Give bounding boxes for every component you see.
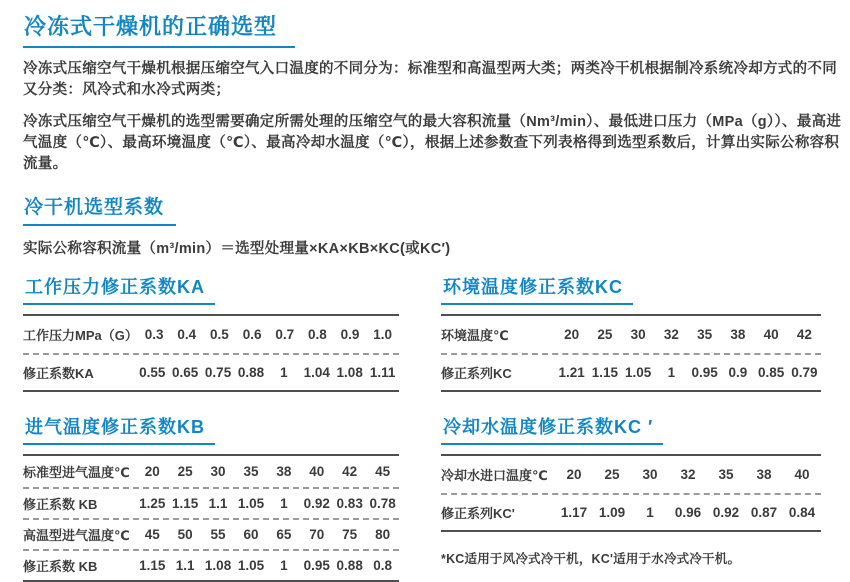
intro-paragraph-2: 冷冻式压缩空气干燥机的选型需要确定所需处理的压缩空气的最大容积流量（Nm³/min）、最低进口压力（MPa（g））、最高进气温度（℃）、最高环境温度（℃）、最高冷却水温度（℃），根据上述参数查下列表格得到选型系数后，计算出实际公称容积流量。	[23, 114, 842, 172]
table-ka	[23, 314, 399, 392]
row-label: 高温型进气温度℃	[23, 528, 130, 543]
table-cell: 0.79	[791, 365, 818, 380]
table-row	[23, 353, 399, 390]
row-label: 修正系数 KB	[23, 559, 98, 574]
table-cell: 1.17	[560, 505, 588, 520]
table-cell: 25	[597, 327, 613, 342]
table-cell: 1.25	[139, 496, 166, 511]
row-label: 冷却水进口温度℃	[441, 468, 548, 483]
table-cell: 1.21	[558, 365, 585, 380]
table-cell: 0.95	[691, 365, 718, 380]
table-kb	[23, 454, 399, 582]
tables-grid	[23, 273, 846, 582]
row-label: 工作压力MPa（G）	[23, 328, 138, 343]
section-kb	[23, 413, 399, 582]
table-cell: 45	[144, 527, 160, 542]
table-cell: 0.92	[303, 496, 330, 511]
table-cell: 80	[375, 527, 391, 542]
table-cell: 1.15	[172, 496, 199, 511]
table-row	[23, 549, 399, 580]
table-cell: 0.3	[144, 327, 164, 342]
table-cell: 38	[276, 464, 292, 479]
table-cell: 32	[680, 467, 696, 482]
formula-text: 实际公称容积流量（m³/min）＝选型处理量×KA×KB×KC(或KC′)	[23, 241, 451, 257]
table-cell: 70	[309, 527, 325, 542]
table-kc	[441, 314, 821, 392]
table-cell: 40	[309, 464, 325, 479]
row-label: 修正系数KA	[23, 366, 94, 381]
table-cell: 1.1	[208, 496, 228, 511]
table-row	[441, 493, 821, 530]
table-title-kb: 进气温度修正系数KB	[23, 413, 215, 445]
table-cell: 38	[756, 467, 772, 482]
table-cell: 0.7	[275, 327, 295, 342]
table-cell: 0.88	[237, 365, 265, 380]
table-cell: 30	[630, 327, 646, 342]
table-cell: 25	[604, 467, 620, 482]
table-title-kc-prime: 冷却水温度修正系数KC ′	[441, 413, 663, 445]
table-cell: 50	[177, 527, 193, 542]
table-cell: 40	[763, 327, 779, 342]
table-cell: 35	[718, 467, 734, 482]
table-cell: 0.88	[336, 558, 363, 573]
section-ka	[23, 273, 399, 392]
table-title-kc: 环境温度修正系数KC	[441, 273, 633, 305]
table-row	[441, 316, 821, 353]
table-cell: 0.55	[139, 365, 166, 380]
section-kc-prime	[441, 413, 821, 582]
table-cell: 40	[794, 467, 810, 482]
section-title-wrap	[23, 192, 846, 226]
table-cell: 0.8	[307, 327, 327, 342]
table-cell: 32	[663, 327, 679, 342]
table-cell: 1	[646, 505, 654, 520]
table-row	[23, 487, 399, 518]
table-cell: 1	[280, 558, 288, 573]
table-kc-prime	[441, 454, 821, 532]
table-cell: 75	[342, 527, 358, 542]
table-cell: 1.11	[369, 365, 396, 380]
table-cell: 45	[375, 464, 391, 479]
table-cell: 0.75	[204, 365, 232, 380]
table-cell: 0.92	[712, 505, 740, 520]
table-cell: 60	[243, 527, 259, 542]
table-cell: 0.85	[757, 365, 785, 380]
table-cell: 35	[697, 327, 713, 342]
table-cell: 0.95	[303, 558, 330, 573]
table-cell: 1.09	[598, 505, 626, 520]
table-cell: 65	[276, 527, 292, 542]
table-cell: 0.96	[674, 505, 702, 520]
table-title-ka: 工作压力修正系数KA	[23, 273, 215, 305]
row-label: 环境温度℃	[441, 328, 509, 343]
table-cell: 0.84	[788, 505, 816, 520]
table-cell: 42	[342, 464, 358, 479]
table-cell: 38	[730, 327, 746, 342]
table-cell: 1	[280, 496, 288, 511]
table-cell: 0.6	[242, 327, 262, 342]
page-title: 冷冻式干燥机的正确选型	[23, 10, 295, 48]
table-cell: 1.08	[336, 365, 363, 380]
table-cell: 55	[210, 527, 226, 542]
table-cell: 0.78	[369, 496, 396, 511]
table-cell: 20	[566, 467, 582, 482]
table-cell: 1.15	[139, 558, 166, 573]
table-cell: 35	[243, 464, 259, 479]
table-row	[441, 456, 821, 493]
table-cell: 1.05	[624, 365, 652, 380]
table-row	[23, 316, 399, 353]
section-kc	[441, 273, 821, 392]
table-cell: 1.08	[204, 558, 232, 573]
table-cell: 20	[144, 464, 160, 479]
intro-paragraph-1: 冷冻式压缩空气干燥机根据压缩空气入口温度的不同分为：标准型和高温型两大类；两类冷干机根据制冷系统冷却方式的不同又分类：风冷式和水冷式两类；	[23, 61, 837, 98]
section-title: 冷干机选型系数	[23, 192, 176, 226]
table-row	[441, 353, 821, 390]
table-cell: 30	[210, 464, 226, 479]
row-label: 标准型进气温度℃	[23, 465, 130, 480]
table-cell: 0.65	[172, 365, 199, 380]
table-cell: 1	[667, 365, 676, 380]
table-cell: 1.15	[591, 365, 619, 380]
table-cell: 20	[564, 327, 580, 342]
table-cell: 0.83	[336, 496, 363, 511]
table-cell: 1	[280, 365, 288, 380]
table-cell: 1.05	[237, 558, 265, 573]
table-row	[23, 456, 399, 487]
table-cell: 0.9	[340, 327, 360, 342]
table-cell: 42	[796, 327, 812, 342]
table-cell: 0.87	[750, 505, 778, 520]
table-cell: 1.05	[237, 496, 265, 511]
table-cell: 30	[642, 467, 658, 482]
table-cell: 0.8	[373, 558, 392, 573]
table-cell: 0.5	[210, 327, 229, 342]
table-cell: 1.0	[373, 327, 393, 342]
row-label: 修正系列KC	[441, 366, 512, 381]
row-label: 修正系列KC'	[441, 506, 515, 521]
table-cell: 0.9	[728, 365, 748, 380]
table-cell: 1.04	[303, 365, 330, 380]
row-label: 修正系数 KB	[23, 497, 98, 512]
table-cell: 1.1	[175, 558, 195, 573]
table-cell: 0.4	[177, 327, 197, 342]
kc-footnote: *KC适用于风冷式冷干机，KC'适用于水冷式冷干机。	[441, 552, 741, 566]
table-cell: 25	[177, 464, 193, 479]
table-row	[23, 518, 399, 549]
